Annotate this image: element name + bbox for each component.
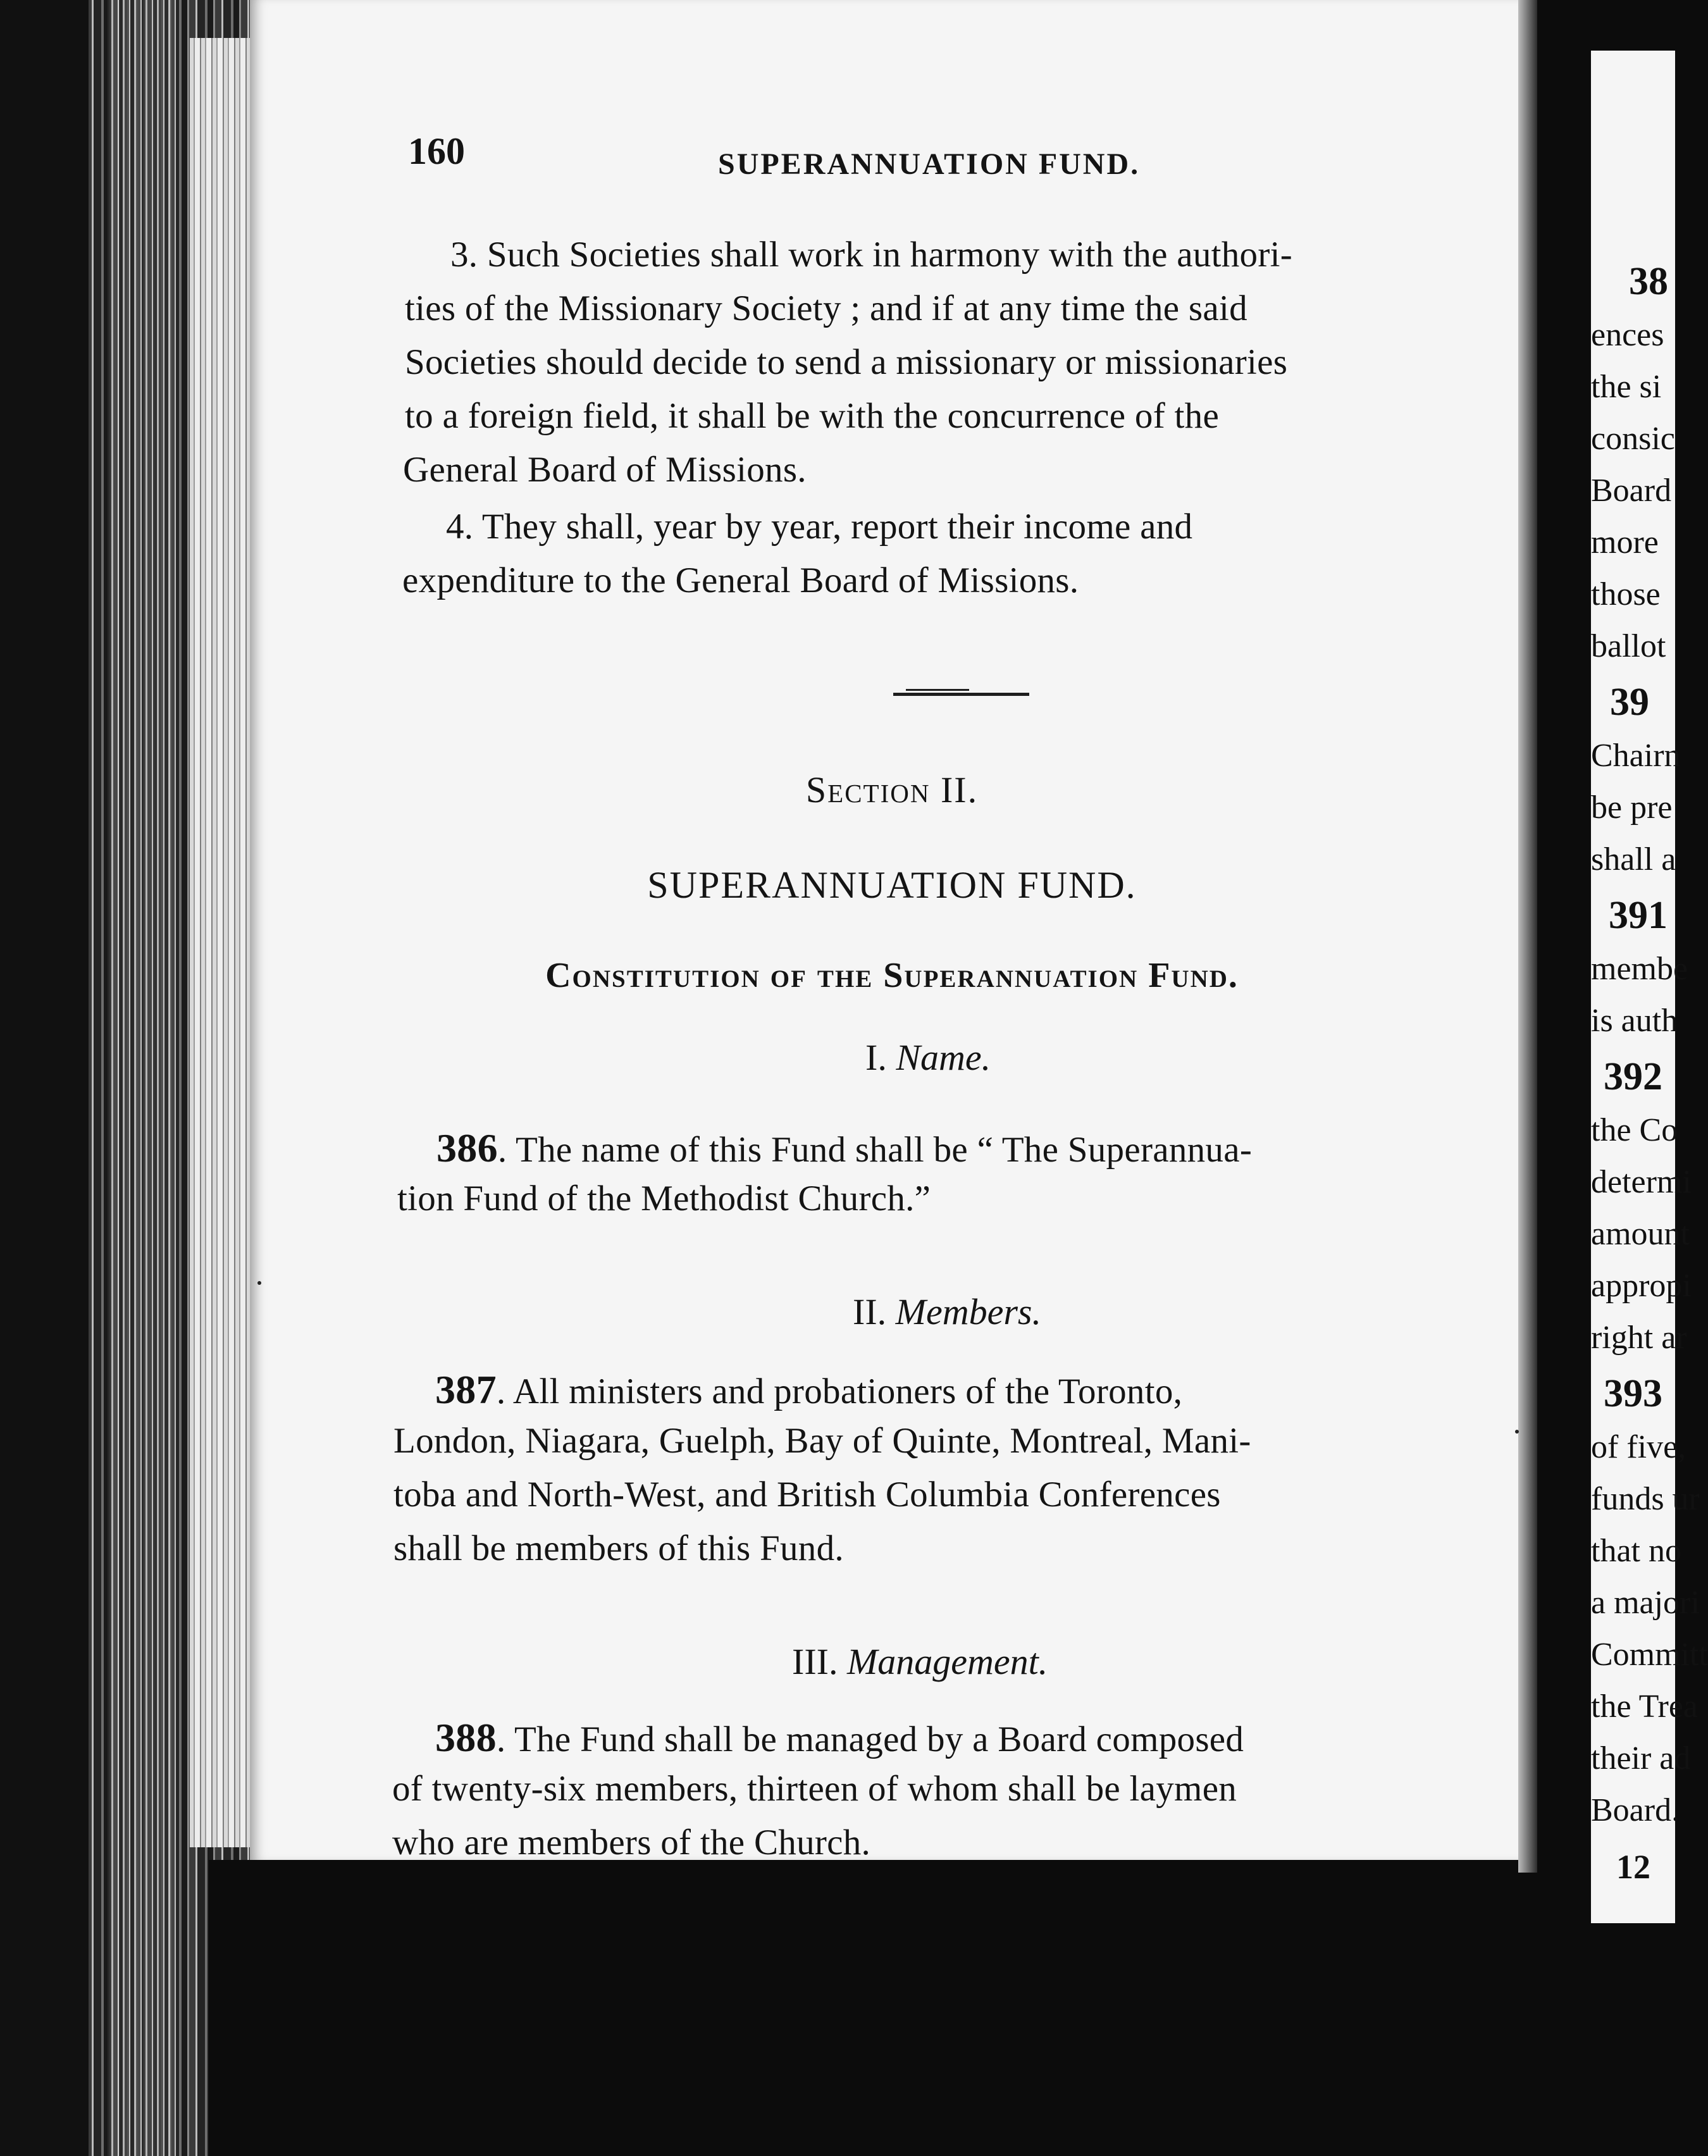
right-fragment: 392 — [1604, 1055, 1662, 1098]
right-fragment: amount — [1591, 1216, 1690, 1252]
part-word: Name. — [896, 1037, 991, 1078]
paragraph-text: . All ministers and probationers of the Toronto, — [496, 1372, 1183, 1411]
ink-speck — [1515, 1430, 1519, 1434]
part-numeral: III. — [792, 1641, 838, 1682]
right-fragment: those — [1591, 576, 1661, 612]
paragraph-text: . The Fund shall be managed by a Board composed — [496, 1719, 1244, 1759]
right-fragment: their ad — [1591, 1740, 1691, 1776]
right-fragment: 38 — [1629, 260, 1668, 303]
right-fragment: the si — [1591, 369, 1662, 405]
right-fragment: a majori — [1591, 1585, 1700, 1621]
page-edges-strip-light — [190, 38, 253, 1847]
part-heading-management — [792, 1640, 1048, 1683]
right-fragment: Committ — [1591, 1637, 1708, 1673]
right-fragment: Board — [1591, 473, 1672, 509]
part-heading-members — [853, 1291, 1041, 1333]
right-fragment: the Co — [1591, 1112, 1678, 1148]
right-fragment: Chairn — [1591, 738, 1681, 774]
section-number: Section II. — [805, 769, 979, 810]
section-subtitle: Constitution of the Superannuation Fund. — [545, 956, 1239, 995]
clause-line: General Board of Missions. — [403, 450, 807, 490]
right-fragment: determi — [1591, 1164, 1692, 1200]
right-fragment: right ar — [1591, 1320, 1687, 1356]
clause-line: ties of the Missionary Society ; and if at any time the said — [405, 288, 1247, 328]
section-divider-rule — [893, 693, 1029, 696]
paragraph-387-line1 — [435, 1366, 1182, 1413]
ink-speck — [257, 1281, 261, 1285]
right-page-signature: 12 — [1616, 1848, 1650, 1886]
part-numeral: II. — [853, 1291, 887, 1332]
page-number: 160 — [408, 130, 465, 172]
right-page-fragment — [1591, 51, 1708, 1923]
paragraph-386-line2: tion Fund of the Methodist Church.” — [397, 1179, 931, 1218]
clause-line: Societies should decide to send a missionary or missionaries — [405, 342, 1288, 382]
clause-line: to a foreign field, it shall be with the concurrence of the — [405, 396, 1220, 436]
left-page — [250, 0, 1518, 1860]
paragraph-number: 388 — [435, 1715, 497, 1760]
paragraph-388-line3: who are members of the Church. — [392, 1823, 871, 1862]
right-fragment: funds ur — [1591, 1481, 1700, 1517]
paragraph-text: . The name of this Fund shall be “ The Superannua- — [497, 1130, 1253, 1170]
right-fragment: be pre — [1591, 790, 1673, 826]
paragraph-388-line2: of twenty-six members, thirteen of whom shall be laymen — [392, 1769, 1237, 1809]
right-fragment: more — [1591, 524, 1659, 561]
right-fragment: membe — [1591, 951, 1688, 987]
right-fragment: the Trea — [1591, 1688, 1698, 1725]
paragraph-387-line3: toba and North-West, and British Columbia Conferences — [393, 1475, 1221, 1515]
clause-line: 3. Such Societies shall work in harmony with the authori- — [450, 235, 1293, 275]
part-word: Management. — [846, 1641, 1048, 1682]
paragraph-386-line1 — [436, 1125, 1252, 1172]
section-title: SUPERANNUATION FUND. — [647, 864, 1137, 906]
paragraph-number: 386 — [436, 1125, 498, 1170]
paragraph-number: 387 — [435, 1367, 497, 1412]
right-fragment: ballot — [1591, 628, 1666, 664]
right-fragment: ences — [1591, 317, 1664, 353]
right-fragment: 391 — [1609, 894, 1668, 937]
part-numeral: I. — [865, 1037, 887, 1078]
page-edges-strip — [108, 0, 177, 2156]
running-title: SUPERANNUATION FUND. — [718, 147, 1141, 181]
right-fragment: 39 — [1610, 681, 1649, 724]
paragraph-388-line1 — [435, 1714, 1244, 1761]
right-fragment: 393 — [1604, 1372, 1662, 1415]
page-bottom-shadow — [209, 1860, 1537, 2156]
clause-line: 4. They shall, year by year, report their income and — [446, 507, 1193, 547]
right-fragment: appropi — [1591, 1268, 1692, 1304]
right-fragment: of five, — [1591, 1429, 1686, 1465]
right-fragment: is auth — [1591, 1003, 1678, 1039]
right-fragment: consic — [1591, 421, 1675, 457]
right-fragment: shall a — [1591, 841, 1676, 877]
paragraph-387-line2: London, Niagara, Guelph, Bay of Quinte, Montreal, Mani- — [393, 1421, 1251, 1461]
gutter-shadow — [1537, 0, 1594, 2156]
book-gutter — [1518, 0, 1537, 1873]
right-fragment: Board. — [1591, 1792, 1680, 1828]
right-fragment: that no — [1591, 1533, 1681, 1569]
clause-line: expenditure to the General Board of Missions. — [402, 561, 1079, 600]
paragraph-387-line4: shall be members of this Fund. — [393, 1528, 844, 1568]
part-heading-name — [865, 1036, 991, 1079]
part-word: Members. — [895, 1291, 1041, 1332]
binding-shadow — [0, 0, 89, 2156]
